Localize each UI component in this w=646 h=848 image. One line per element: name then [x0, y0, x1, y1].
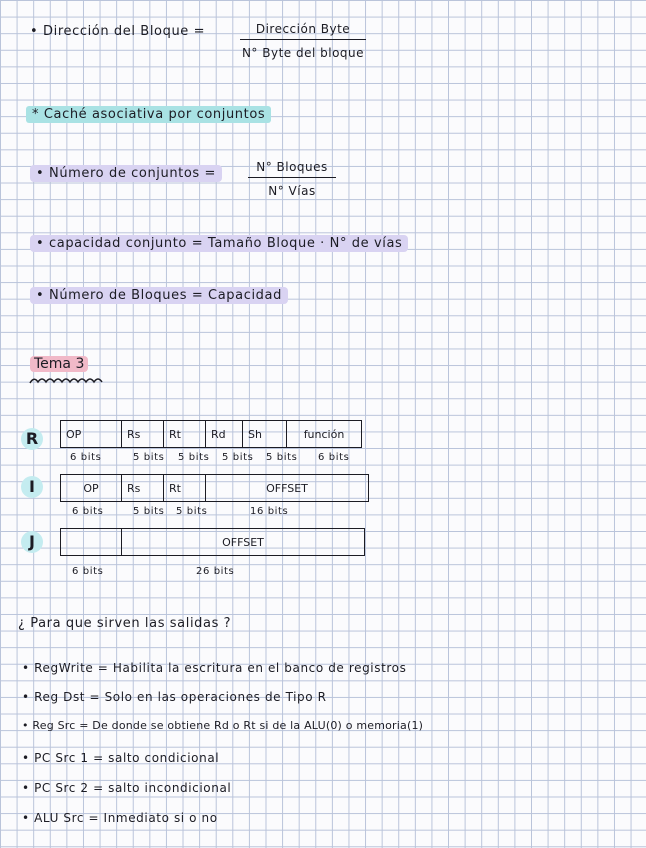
capacidad-conjunto-text: • capacidad conjunto = Tamaño Bloque · N° de vías — [30, 235, 408, 252]
asociativa-heading-text: * Caché asociativa por conjuntos — [26, 106, 271, 123]
format-i-size: 5 bits — [133, 506, 165, 517]
format-j-sizes — [0, 566, 646, 580]
capacidad-conjunto — [30, 236, 408, 251]
format-j-field-op — [61, 529, 122, 556]
salidas-item-regdst: • Reg Dst = Solo en las operaciones de Tipo R — [22, 690, 327, 704]
tema-heading — [30, 356, 88, 372]
format-i-field-rs: Rs — [122, 475, 164, 502]
format-j-table — [60, 528, 365, 556]
format-r-sizes — [0, 452, 646, 466]
num-conjuntos-numerator: N° Bloques — [248, 160, 336, 178]
format-j-letter: J — [21, 531, 43, 553]
format-i-field-op: OP — [61, 475, 122, 502]
squiggle-underline — [28, 374, 104, 386]
dir-bloque-label: • Dirección del Bloque = — [30, 24, 206, 39]
format-i-field-offset: OFFSET — [206, 475, 369, 502]
format-i-size: 16 bits — [250, 506, 289, 517]
format-r-field-rd: Rd — [206, 421, 243, 448]
salidas-item-regwrite: • RegWrite = Habilita la escritura en el banco de registros — [22, 661, 407, 675]
format-j-field-offset: OFFSET — [122, 529, 365, 556]
format-i-letter: I — [21, 476, 43, 498]
salidas-question: ¿ Para que sirven las salidas ? — [18, 616, 232, 631]
dir-bloque-numerator: Dirección Byte — [240, 22, 366, 40]
format-i-size: 5 bits — [176, 506, 208, 517]
format-i-size: 6 bits — [72, 506, 104, 517]
num-conjuntos-denominator: N° Vías — [268, 184, 316, 198]
tema-heading-text: Tema 3 — [30, 356, 88, 372]
dir-bloque-denominator: N° Byte del bloque — [241, 46, 365, 60]
format-i-sizes — [0, 506, 646, 520]
format-r-size: 5 bits — [178, 452, 210, 463]
num-bloques — [30, 288, 288, 303]
num-conjuntos-fraction — [248, 160, 336, 198]
format-r-size: 5 bits — [266, 452, 298, 463]
format-i-table — [60, 474, 369, 502]
format-r-size: 5 bits — [133, 452, 165, 463]
format-r-table — [60, 420, 362, 448]
num-conjuntos-label — [30, 166, 222, 181]
format-r-field-rt: Rt — [164, 421, 206, 448]
format-j-size: 6 bits — [72, 566, 104, 577]
asociativa-heading — [26, 107, 271, 122]
format-r-field-funcion: función — [287, 421, 362, 448]
salidas-item-alusrc: • ALU Src = Inmediato si o no — [22, 811, 218, 825]
format-i-field-rt: Rt — [164, 475, 206, 502]
format-j-size: 26 bits — [196, 566, 235, 577]
format-r-field-rs: Rs — [122, 421, 164, 448]
format-r-size: 6 bits — [70, 452, 102, 463]
dir-bloque-fraction — [240, 22, 366, 60]
num-conjuntos-label-text: • Número de conjuntos = — [30, 165, 222, 182]
num-bloques-text: • Número de Bloques = Capacidad — [30, 287, 288, 304]
format-r-letter: R — [21, 428, 43, 450]
format-r-size: 6 bits — [318, 452, 350, 463]
salidas-item-regsrc: • Reg Src = De donde se obtiene Rd o Rt si de la ALU(0) o memoria(1) — [22, 719, 424, 732]
format-r-field-sh: Sh — [243, 421, 287, 448]
format-r-size: 5 bits — [222, 452, 254, 463]
salidas-item-pcsrc1: • PC Src 1 = salto condicional — [22, 751, 220, 765]
salidas-item-pcsrc2: • PC Src 2 = salto incondicional — [22, 781, 232, 795]
format-r-field-op: OP — [61, 421, 122, 448]
